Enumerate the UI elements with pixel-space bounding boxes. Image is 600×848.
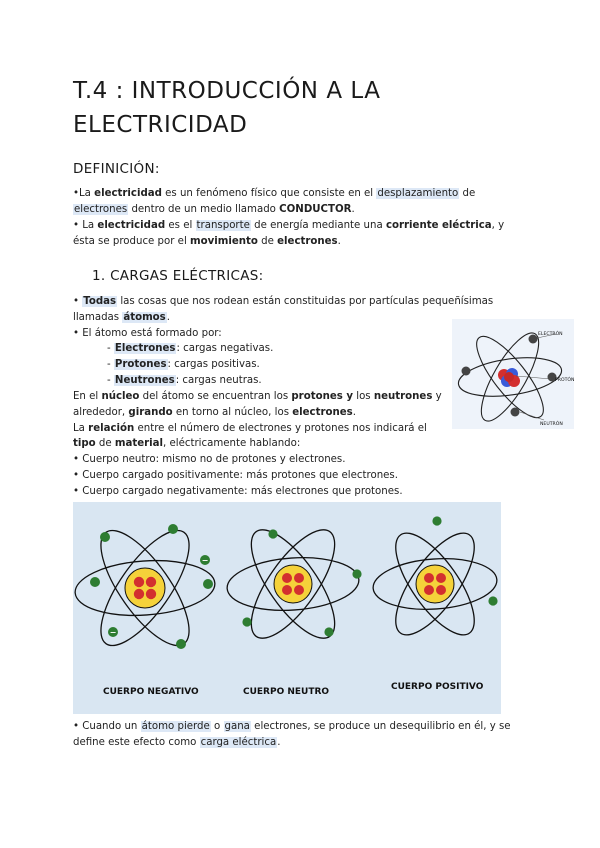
list-item: - Neutrones: cargas neutras.	[107, 374, 262, 386]
proton-label: PROTÓN	[555, 378, 574, 383]
atom-components-list	[107, 341, 437, 388]
list-item: - Protones: cargas positivas.	[107, 358, 260, 370]
title-line-1: T.4 : INTRODUCCIÓN A LA	[73, 78, 381, 104]
negative-electron-sign: −	[201, 556, 209, 565]
list-item: - Electrones: cargas negativas.	[107, 343, 274, 354]
neutron-label: NEUTRÓN	[540, 422, 563, 427]
definicion-paragraph-2: • La electricidad es el transporte de energía mediante una corriente eléctrica, y ésta se produce por el movimiento de electrones.	[73, 220, 505, 247]
cargas-body: En el núcleo del átomo se encuentran los protones y los neutrones y alrededor, girando en torno al núcleo, los electrones. La relación entre el número de electrones y protones nos indicará el tipo de material, eléctricamente hablando: • Cuerpo neutro: mismo no de protones y electrones. • Cuerpo cargado positivamente: más protones que electrones. • Cuerpo cargado negativamente: más electrones que protones.	[73, 391, 442, 497]
definicion-heading: DEFINICIÓN:	[73, 161, 160, 177]
page-title	[73, 74, 513, 142]
definicion-paragraph-1: •La electricidad es un fenómeno físico que consiste en el desplazamiento de electrones dentro de un medio llamado CONDUCTOR.	[73, 188, 476, 215]
neutral-body-label: CUERPO NEUTRO	[243, 687, 330, 697]
negative-body-label: CUERPO NEGATIVO	[103, 687, 199, 697]
atom-illustration	[452, 319, 574, 429]
charges-illustration	[73, 502, 501, 714]
cargas-heading: 1. CARGAS ELÉCTRICAS:	[92, 268, 264, 284]
conclusion-paragraph: • Cuando un átomo pierde o gana electrones, se produce un desequilibrio en él, y se define este efecto como carga eléctrica.	[73, 721, 511, 748]
negative-electron-sign: −	[109, 628, 117, 637]
positive-body-label: CUERPO POSITIVO	[391, 682, 484, 692]
cargas-intro: • Todas las cosas que nos rodean están constituidas por partículas pequeñísimas llamadas átomos. • El átomo está formado por:	[73, 296, 494, 339]
title-line-2: ELECTRICIDAD	[73, 112, 248, 138]
electron-label: ELECTRÓN	[538, 332, 563, 337]
